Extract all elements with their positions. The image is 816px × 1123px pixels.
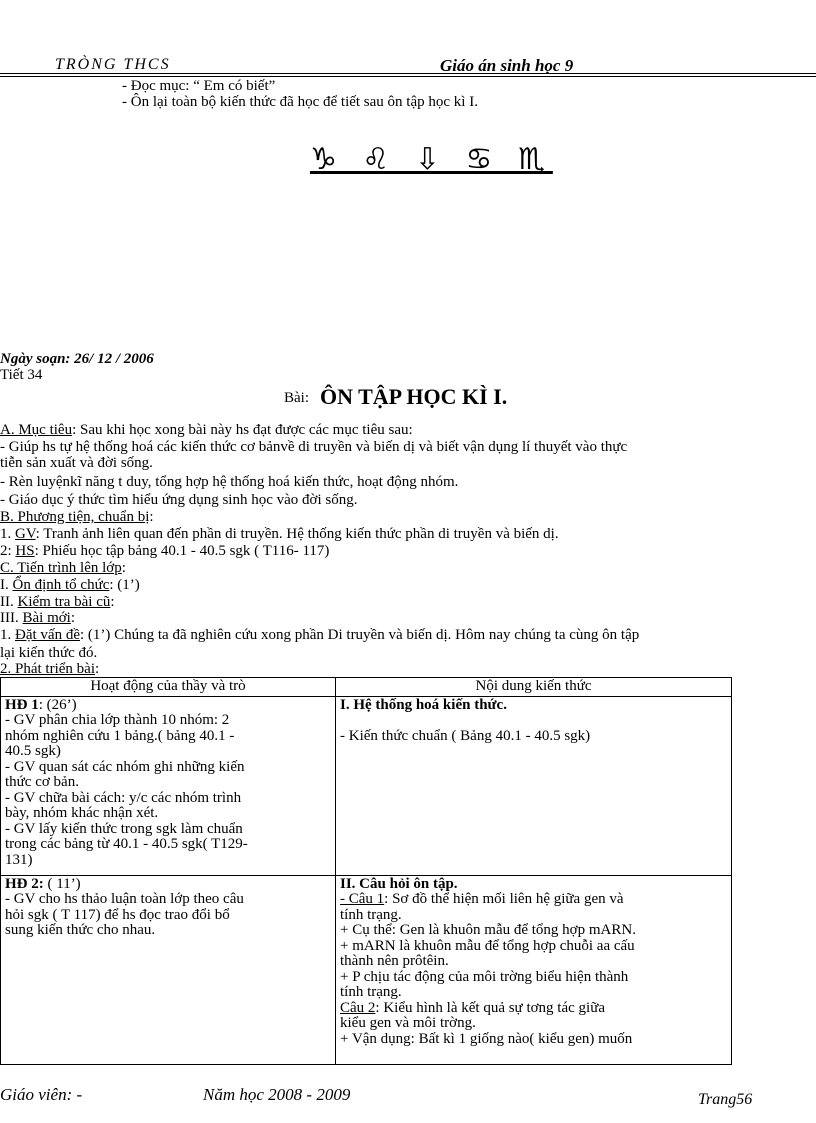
date-line: Ngày soạn: 26/ 12 / 2006: [0, 351, 154, 367]
section-c-i: I. Ổn định tổ chức: (1’): [0, 577, 140, 593]
q1-label: - Câu 1: [340, 891, 385, 907]
table-header-content: Nội dung kiến thức: [336, 678, 732, 697]
i-label: Ổn định tổ chức: [12, 577, 110, 593]
header-rule-double: [0, 76, 816, 77]
section-ii-line: tính trạng.: [340, 906, 402, 923]
section-a-heading: [0, 422, 413, 438]
prev-note-2: - Ôn lại toàn bộ kiến thức đã học để tiết sau ôn tập học kì I.: [122, 94, 478, 110]
hd1-line: - GV phân chia lớp thành 10 nhóm: 2: [5, 712, 230, 728]
header-rule: [0, 73, 816, 74]
dvd-line-2: lại kiến thức đó.: [0, 645, 98, 661]
spacer: [340, 713, 727, 729]
period-label: Tiết 34: [0, 367, 43, 383]
section-b-label: B. Phương tiện, chuẩn bị: [0, 509, 150, 525]
section-i-line: - Kiến thức chuẩn ( Bảng 40.1 - 40.5 sgk): [340, 727, 591, 744]
section-a-label: A. Mục tiêu: [0, 422, 73, 438]
question-1: [340, 892, 727, 908]
lesson-title: ÔN TẬP HỌC KÌ I.: [320, 384, 508, 409]
section-ii-line: kiểu gen và môi trờng.: [340, 1015, 476, 1031]
table-cell-activity: [1, 696, 336, 875]
hd1-line: 131): [5, 851, 33, 868]
i-text: : (1’): [109, 577, 140, 593]
dvd-text: : (1’) Chúng ta đã nghiên cứu xong phần Di truyền và biến dị. Hôm nay chúng ta cùng ôn tập: [79, 627, 640, 643]
hd2-line: sung kiến thức cho nhau.: [5, 922, 156, 938]
subject-title: Giáo án sinh học 9: [440, 56, 574, 75]
hd1-title: [5, 698, 331, 714]
table-row: [1, 696, 732, 875]
hd1-line: thức cơ bản.: [5, 774, 79, 790]
section-a-item: - Giúp hs tự hệ thống hoá các kiến thức cơ bảnvề di truyền và biến dị và biết vận dụng lí thuyết vào thực: [0, 439, 628, 455]
section-c-label: C. Tiến trình lên lớp: [0, 560, 122, 576]
table-header-row: [1, 678, 732, 697]
gv-label: GV: [15, 526, 36, 542]
iii-label: Bài mới: [22, 610, 71, 626]
section-ii-line: + P chịu tác động của môi trờng biểu hiện thành: [340, 968, 629, 985]
section-a-text: : Sau khi học xong bài này hs đạt được các mục tiêu sau:: [72, 422, 413, 438]
hd1-time: : (26’): [38, 696, 77, 713]
question-2: [340, 1001, 727, 1017]
q2-label: Câu 2: [340, 999, 376, 1016]
section-b-hs: 2: HS: Phiếu học tập bảng 40.1 - 40.5 sgk ( T116- 117): [0, 543, 330, 559]
hd2-line: - GV cho hs thảo luận toàn lớp theo câu: [5, 891, 244, 907]
section-c-iii: III. Bài mới:: [0, 610, 76, 626]
section-a-item: - Giáo dục ý thức tìm hiểu ứng dụng sinh học vào đời sống.: [0, 492, 358, 508]
footer-year: Năm học 2008 - 2009: [203, 1085, 351, 1104]
gv-text: : Tranh ảnh liên quan đến phần di truyền. Hệ thống kiến thức phần di truyền và biến dị.: [35, 526, 559, 542]
section-ii-line: tính trạng.: [340, 984, 402, 1000]
section-a-item: - Rèn luyệnkĩ năng t duy, tổng hợp hệ thống hoá kiến thức, hoạt động nhóm.: [0, 474, 459, 490]
hd1-line: trong các bảng từ 40.1 - 40.5 sgk( T129-: [5, 836, 248, 852]
hd2-title: [5, 877, 331, 893]
hd1-line: bày, nhóm khác nhận xét.: [5, 805, 159, 821]
divider-symbols-icon: ♑ ♌ ⇩ ♋ ♏: [310, 142, 553, 177]
section-b-heading: B. Phương tiện, chuẩn bị:: [0, 509, 154, 525]
hd1-line: 40.5 sgk): [5, 743, 61, 759]
section-b-gv: 1. GV: Tranh ảnh liên quan đến phần di truyền. Hệ thống kiến thức phần di truyền và biến dị.: [0, 526, 559, 542]
hs-label: HS: [15, 543, 35, 559]
section-ii-line: + Vận dụng: Bất kì 1 giống nào( kiểu gen) muốn: [340, 1030, 633, 1047]
prev-note-1: - Đọc mục: “ Em có biết”: [122, 78, 276, 94]
ptb-line: 2. Phát triển bài:: [0, 661, 100, 677]
hd2-label: HĐ 2:: [5, 875, 44, 892]
hd1-line: - GV lấy kiến thức trong sgk làm chuẩn: [5, 820, 243, 837]
section-c-heading: C. Tiến trình lên lớp:: [0, 560, 126, 576]
section-ii-line: thành nên prôtêin.: [340, 953, 449, 969]
section-ii-line: + Cụ thể: Gen là khuôn mẫu để tổng hợp mARN.: [340, 922, 636, 938]
section-a-item: tiễn sản xuất và đời sống.: [0, 455, 153, 471]
section-c-ii: II. Kiểm tra bài cũ:: [0, 594, 115, 610]
footer-page: Trang56: [698, 1091, 753, 1108]
section-i-title: I. Hệ thống hoá kiến thức.: [340, 696, 507, 713]
hd1-line: nhóm nghiên cứu 1 bảng.( bảng 40.1 -: [5, 727, 235, 744]
hd1-line: - GV chữa bài cách: y/c các nhóm trình: [5, 789, 242, 806]
table-cell-content: [336, 696, 732, 875]
footer-teacher: Giáo viên: -: [0, 1085, 83, 1104]
ptb-label: 2. Phát triển bài: [0, 661, 95, 677]
school-name: TRÒNG THCS: [55, 56, 171, 73]
q1-text: : Sơ đồ thể hiện mối liên hệ giữa gen và: [384, 891, 624, 907]
table-row: [1, 875, 732, 1064]
lesson-prefix: Bài:: [284, 390, 309, 406]
hd2-line: hỏi sgk ( T 117) để hs đọc trao đổi bổ: [5, 906, 230, 923]
dvd-label: Đặt vấn đề: [15, 627, 80, 643]
table-header-activity: Hoạt động của thầy và trò: [1, 678, 336, 697]
hd1-label: HĐ 1: [5, 696, 39, 713]
ii-label: Kiểm tra bài cũ: [17, 594, 111, 610]
hd1-line: - GV quan sát các nhóm ghi những kiến: [5, 758, 245, 775]
table-cell-activity: [1, 875, 336, 1064]
hs-text: : Phiếu học tập bảng 40.1 - 40.5 sgk ( T116- 117): [34, 543, 330, 559]
q2-text: : Kiểu hình là kết quả sự tơng tác giữa: [375, 999, 605, 1016]
dvd-line: 1. Đặt vấn đề: (1’) Chúng ta đã nghiên cứu xong phần Di truyền và biến dị. Hôm nay chúng ta cùng ôn tập: [0, 627, 640, 643]
section-ii-line: + mARN là khuôn mẫu để tổng hợp chuỗi aa cấu: [340, 937, 635, 954]
hd2-time: ( 11’): [43, 875, 81, 892]
lesson-table: [0, 677, 732, 1065]
section-ii-title: II. Câu hỏi ôn tập.: [340, 875, 458, 892]
table-cell-content: [336, 875, 732, 1064]
